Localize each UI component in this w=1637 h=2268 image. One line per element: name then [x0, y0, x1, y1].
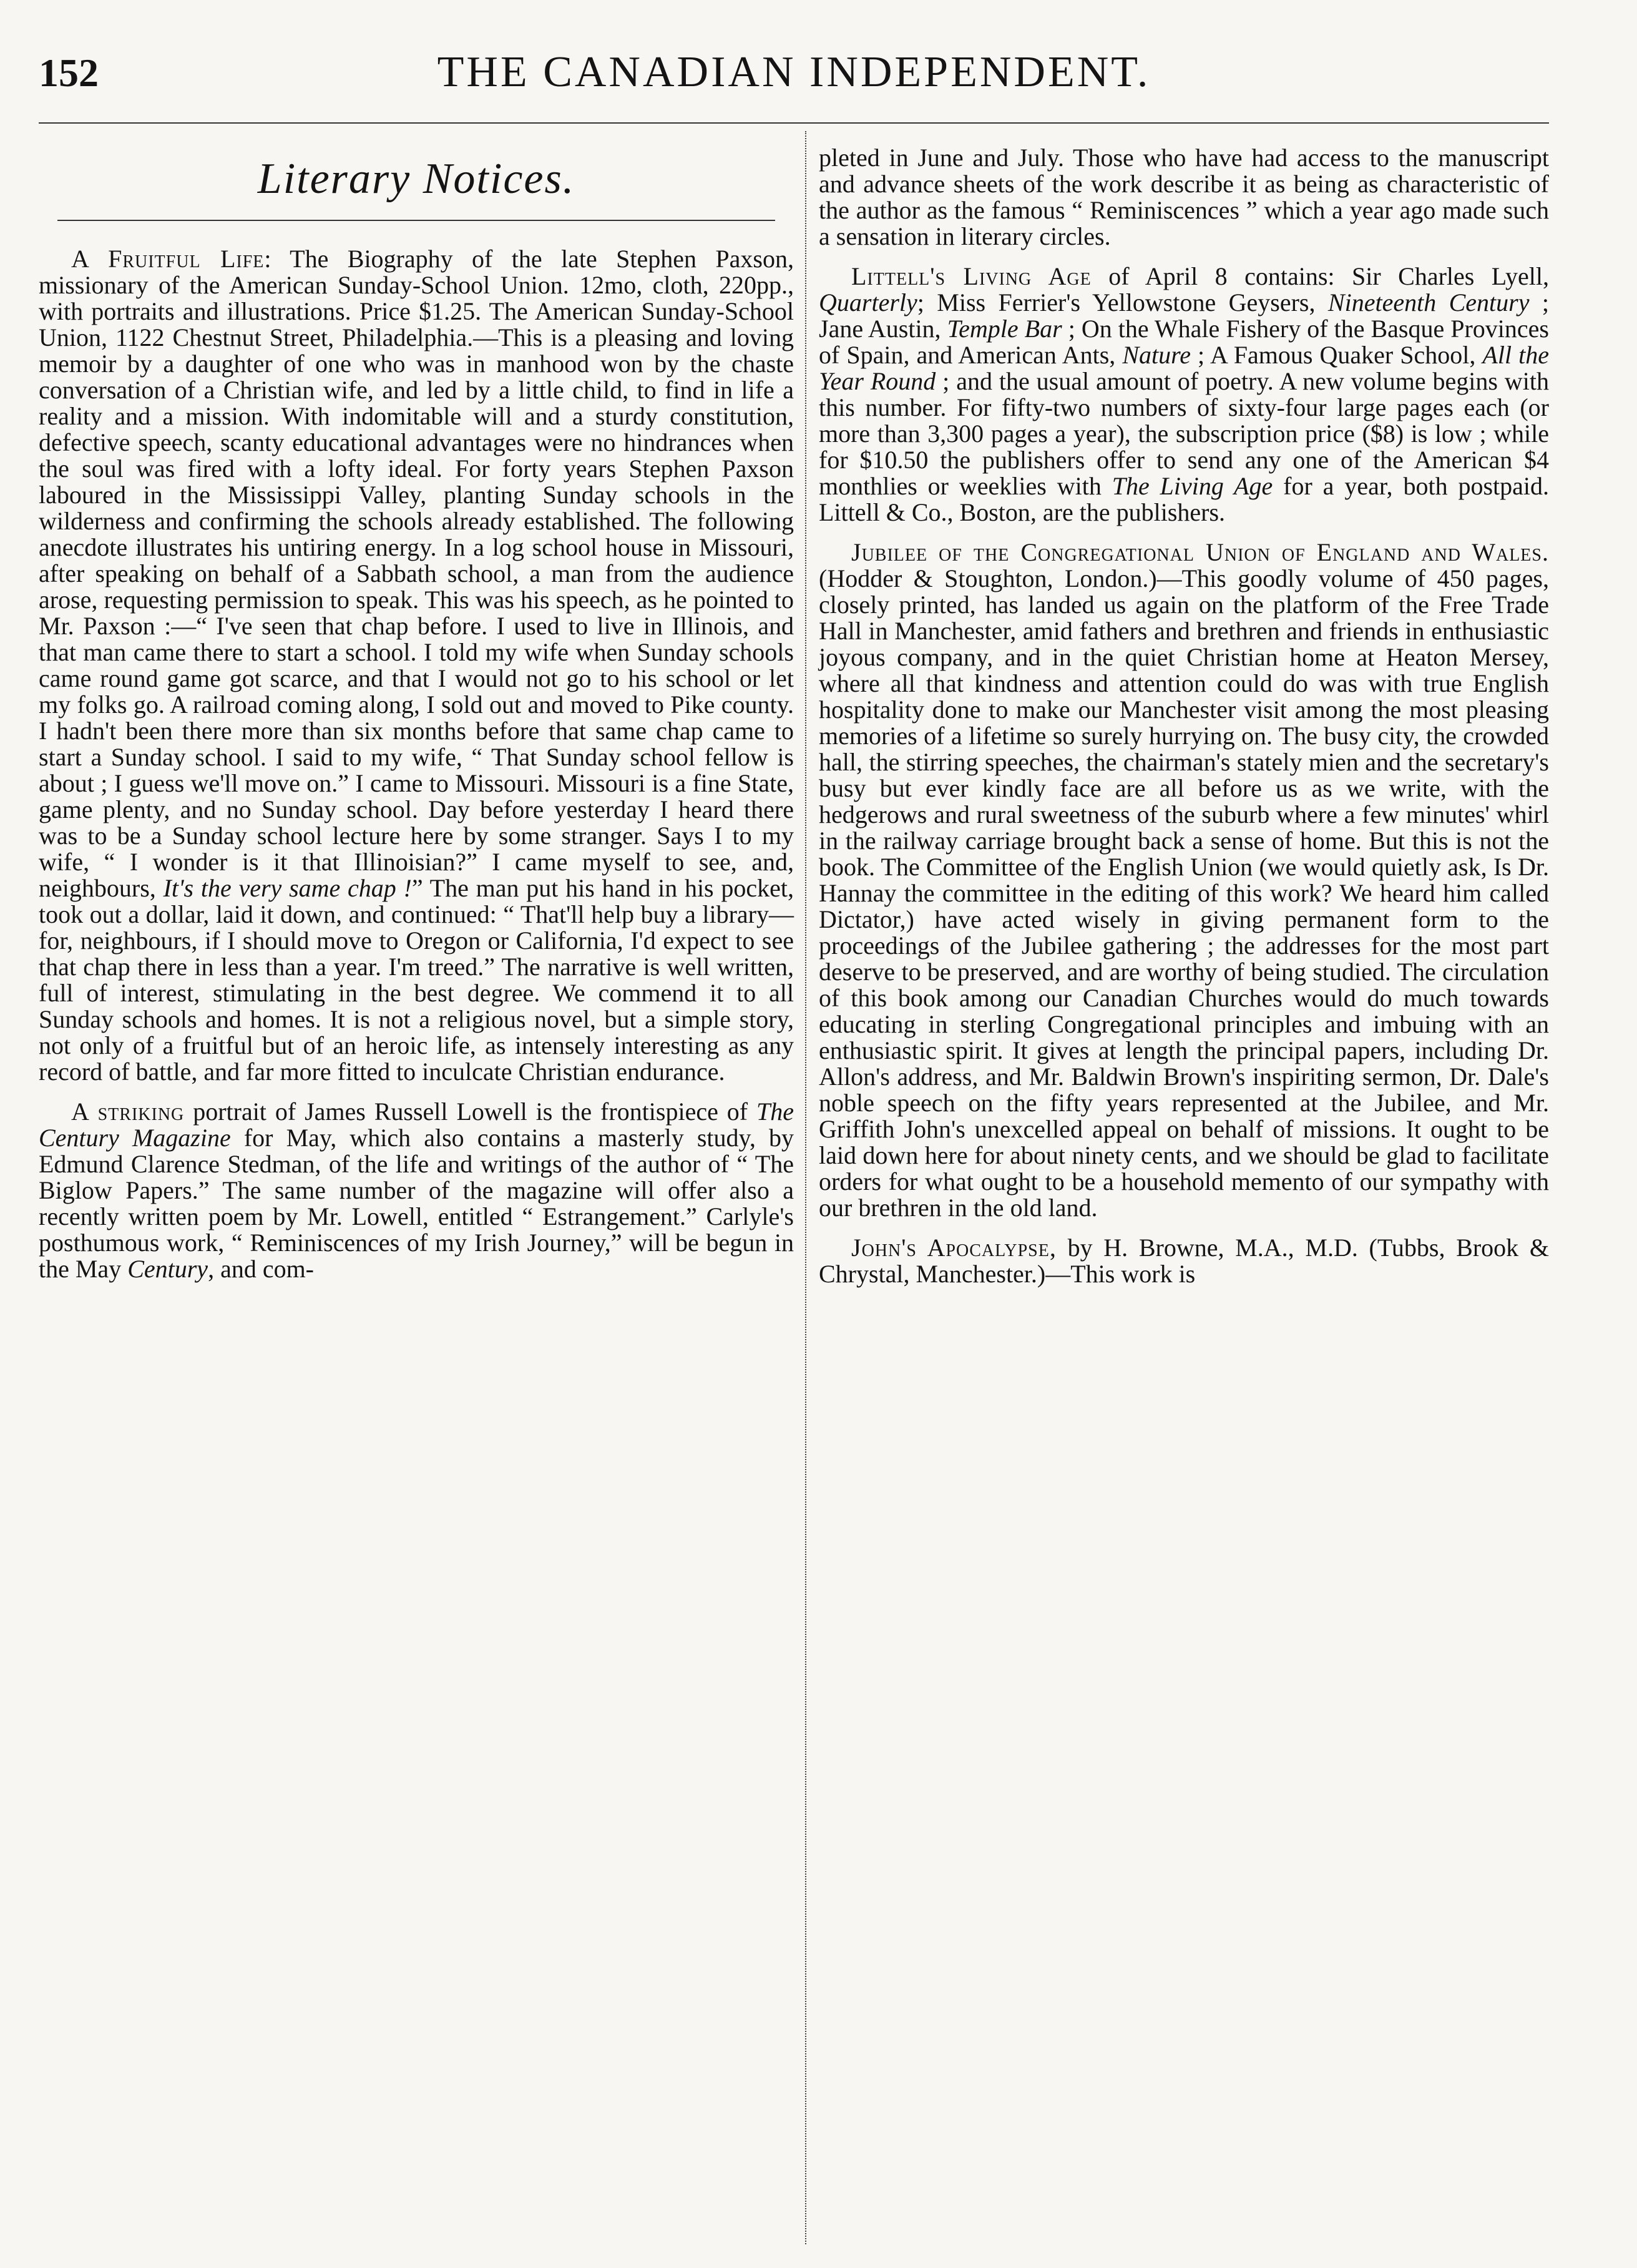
column-divider	[805, 131, 806, 2244]
notice-title: Jubilee of the Congregational Union of England and Wales.	[851, 538, 1549, 566]
notice-body: for May, which also contains a masterly study, by Edmund Clarence Stedman, of the life and writings of the author of “ The Biglow Papers.” The same number of the magazine will offer also a recently written poem by Mr. Lowell, entitled “ Estrangement.” Carlyle's posthumous work, “ Reminiscences of my Irish Journey,” will be begun in the May	[39, 1123, 794, 1283]
notice-italic: Nature	[1122, 341, 1191, 369]
notice-fruitful-life	[39, 246, 794, 1085]
notice-italic: Century	[127, 1254, 208, 1283]
notice-italic: Temple Bar	[947, 315, 1062, 343]
notice-body: ; A Famous Quaker School,	[1198, 341, 1476, 369]
notice-body: ; Jane Austin,	[819, 288, 1550, 343]
notice-continuation	[819, 145, 1549, 250]
notice-body: ” The man put his hand in his pocket, took out a dollar, laid it down, and continued: “ That'll help buy a library—for, neighbours, if I should move to Oregon or California, I'd expect to see that chap there in less than a year. I'm treed.” The narrative is well written, full of interest, stimulating in the best degree. We commend it to all Sunday schools and homes. It is not a religious novel, but a simple story, not only of a fruitful but of an heroic life, as intensely interesting as any record of battle, and far more fitted to inculcate Christian endurance.	[39, 873, 794, 1086]
notice-italic: All the Year Round	[819, 341, 1550, 395]
header-rule	[39, 122, 1549, 124]
notice-century-magazine	[39, 1099, 794, 1282]
right-column	[819, 145, 1549, 1301]
notice-body: ; Miss Ferrier's Yellowstone Geysers,	[917, 288, 1316, 317]
notice-italic: The Living Age	[1112, 472, 1273, 500]
notice-italic: The Century Magazine	[39, 1097, 794, 1152]
notice-title: Littell's Living Age	[851, 262, 1092, 290]
notice-jubilee	[819, 539, 1549, 1221]
section-rule	[57, 220, 775, 221]
notice-johns-apocalypse	[819, 1235, 1549, 1287]
notice-body: portrait of James Russell Lowell is the frontispiece of	[193, 1097, 748, 1126]
notice-body: by H. Browne, M.A., M.D. (Tubbs, Brook & Chrystal, Manchester.)—This work is	[819, 1234, 1549, 1288]
section-heading: Literary Notices.	[257, 155, 575, 203]
notice-littells-living-age	[819, 263, 1549, 526]
notice-title: John's Apocalypse,	[851, 1234, 1057, 1262]
notice-italic: Nineteenth Century	[1327, 288, 1530, 317]
notice-title: A striking	[71, 1097, 185, 1126]
notice-italic: Quarterly	[819, 288, 917, 317]
notice-italic: It's the very same chap !	[163, 873, 412, 902]
notice-title: A Fruitful Life	[71, 244, 265, 273]
notice-body: for a year, both postpaid. Littell & Co., Boston, are the publishers.	[819, 472, 1550, 526]
notice-body: pleted in June and July. Those who have had access to the manuscript and advance sheets of the work describe it as being as characteristic of the author as the famous “ Reminiscences ” which a year ago made such a sensation in literary circles.	[819, 144, 1549, 250]
notice-body: (Hodder & Stoughton, London.)—This goodly volume of 450 pages, closely printed, has landed us again on the platform of the Free Trade Hall in Manchester, amid fathers and brethren and friends in enthusiastic joyous company, and in the quiet Christian home at Heaton Mersey, where all that kindness and attention could do was with true English hospitality done to make our Manchester visit among the most pleasing memories of a lifetime so surely hurrying on. The busy city, the crowded hall, the stirring speeches, the chairman's stately mien and the secretary's busy but ever kindly face are all before us as we write, with the hedgerows and rural sweetness of the suburb where a few minutes' whirl in the railway carriage brought back a sense of home. But this is not the book. The Committee of the English Union (we would quietly ask, Is Dr. Hannay the committee in the editing of this work? We heard him called Dictator,) have acted wisely in giving permanent form to the proceedings of the Jubilee gathering ; the addresses for the most part deserve to be preserved, and are worthy of being studied. The circulation of this book among our Canadian Churches would do much towards educating in sterling Congregational principles and imbuing with an enthusiastic spirit. It gives at length the principal papers, including Dr. Allon's address, and Mr. Baldwin Brown's inspiriting sermon, Dr. Dale's noble speech on the fifty years represented at the Jubilee, and Mr. Griffith John's unexcelled appeal on behalf of missions. It ought to be laid down here for about ninety cents, and we should be glad to facilitate orders for what ought to be a household memento of our sympathy with our brethren in the old land.	[819, 564, 1549, 1222]
notice-body: : The Biography of the late Stephen Paxson, missionary of the American Sunday-School Union. 12mo, cloth, 220pp., with portraits and illustrations. Price $1.25. The American Sunday-School Union, 1122 Chestnut Street, Philadelphia.—This is a pleasing and loving memoir by a daughter of one who was in manhood won by the chaste conversation of a Christian wife, and led by a little child, to find in life a reality and a mission. With indomitable will and a sturdy constitution, defective speech, scanty educational advantages were no hindrances when the soul was fired with a lofty ideal. For forty years Stephen Paxson laboured in the Mississippi Valley, planting Sunday schools in the wilderness and confirming the schools already established. The following anecdote illustrates his untiring energy. In a log school house in Missouri, after speaking on behalf of a Sabbath school, a man from the audience arose, requesting permission to speak. This was his speech, as he pointed to Mr. Paxson :—“ I've seen that chap before. I used to live in Illinois, and that man came there to start a school. I told my wife when Sunday schools came round game got scarce, and that I would not go to his school or let my folks go. A railroad coming along, I sold out and moved to Pike county. I hadn't been there more than six months before that same chap came to start a Sunday school. I said to my wife, “ That Sunday school fellow is about ; I guess we'll move on.” I came to Missouri. Missouri is a fine State, game plenty, and no Sunday school. Day before yesterday I heard there was to be a Sunday school lecture here by some stranger. Says I to my wife, “ I wonder is it that Illinoisian?” I came myself to see, and, neighbours,	[39, 244, 794, 902]
notice-body: ; On the Whale Fishery of the Basque Provinces of Spain, and American Ants,	[819, 315, 1549, 369]
notice-body: ; and the usual amount of poetry. A new volume begins with this number. For fifty-two numbers of sixty-four large pages each (or more than 3,300 pages a year), the subscription price ($8) is low ; while for $10.50 the publishers offer to send any one of the American $4 monthlies or weeklies with	[819, 367, 1549, 500]
running-title: THE CANADIAN INDEPENDENT.	[437, 48, 1151, 96]
notice-body: of April 8 contains: Sir Charles Lyell,	[1108, 262, 1549, 290]
notice-body: , and com-	[208, 1254, 315, 1283]
page-header	[39, 37, 1549, 112]
page-number: 152	[39, 51, 99, 95]
left-column	[39, 145, 794, 1296]
